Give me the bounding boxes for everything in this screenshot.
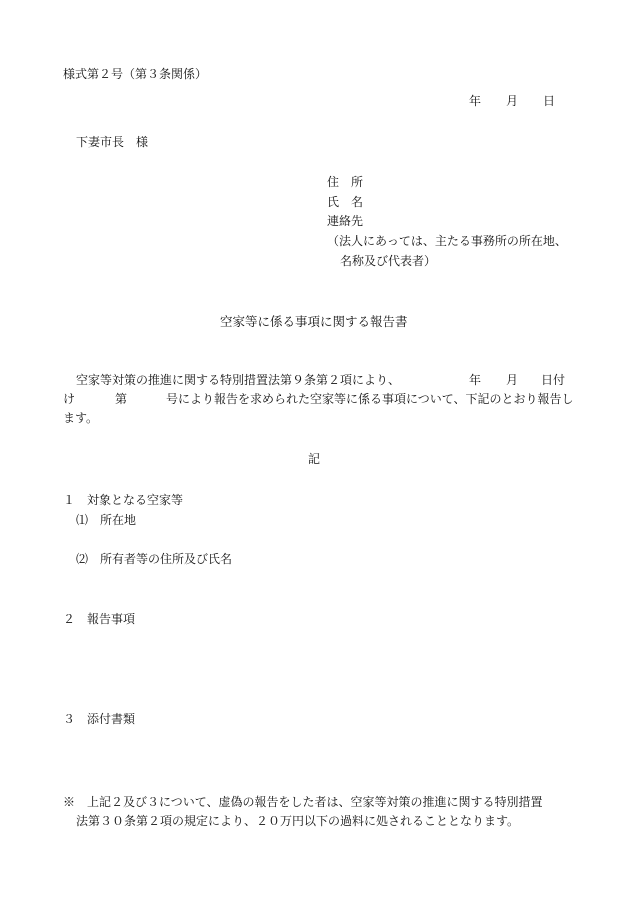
penalty-note-line2: 法第３０条第２項の規定により、２０万円以下の過料に処されることとなります。 [76,814,520,828]
penalty-note-line1: ※ 上記２及び３について、虚偽の報告をした者は、空家等対策の推進に関する特別措置 [63,795,543,809]
body-line2-rest: 号により報告を求められた空家等に係る事項について、下記のとおり報告し [166,392,574,406]
section-1-heading: １ 対象となる空家等 [63,493,184,507]
corporate-note-line2: 名称及び代表者） [340,254,437,268]
body-line2-dai: 第 [115,392,128,406]
body-line3: ます。 [63,411,99,425]
date-month-label: 月 [506,94,519,108]
contact-label: 連絡先 [327,214,364,228]
body-line1-day: 日付 [541,373,566,387]
document-title: 空家等に係る事項に関する報告書 [220,314,408,329]
addressee: 下妻市長 様 [76,135,149,149]
section-1-item-owner: ⑵ 所有者等の住所及び氏名 [76,552,233,566]
section-3-heading: ３ 添付書類 [63,712,136,726]
form-number: 様式第２号（第３条関係） [63,67,208,81]
section-2-heading: ２ 報告事項 [63,612,136,626]
name-label: 氏 名 [327,195,364,209]
body-line1-month: 月 [506,373,519,387]
date-day-label: 日 [543,94,556,108]
ki-heading: 記 [308,452,321,466]
body-line1-text: 空家等対策の推進に関する特別措置法第９条第２項により、 [76,373,401,387]
body-line1-year: 年 [469,373,482,387]
body-line2-ke: け [63,392,76,406]
corporate-note-line1: （法人にあっては、主たる事務所の所在地、 [327,234,567,248]
address-label: 住 所 [327,175,364,189]
section-1-item-location: ⑴ 所在地 [76,513,137,527]
date-year-label: 年 [469,94,482,108]
